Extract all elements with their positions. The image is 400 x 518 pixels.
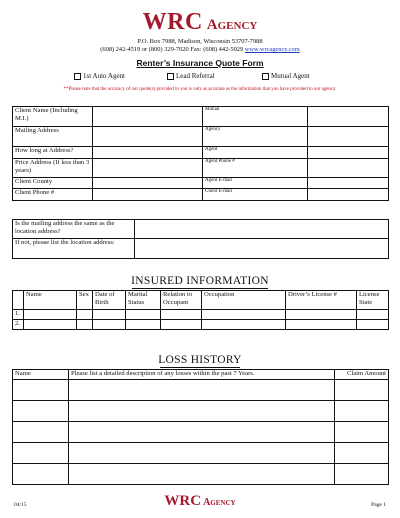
loss-description-field[interactable] — [69, 401, 335, 422]
row-number: 2. — [13, 320, 24, 330]
insured-col-license-state: License State — [357, 291, 389, 310]
loss-col-name: Name — [13, 370, 69, 380]
insured-name-field[interactable] — [24, 320, 77, 330]
option-label: Lead Referral — [176, 72, 215, 80]
loss-claim-field[interactable] — [335, 380, 389, 401]
insured-title-underline — [132, 288, 268, 289]
loss-name-field[interactable] — [13, 380, 69, 401]
insured-marital-field[interactable] — [126, 320, 161, 330]
row-number: 1. — [13, 310, 24, 320]
insured-col-name: Name — [24, 291, 77, 310]
checkbox-lead-referral[interactable] — [167, 73, 174, 80]
label-client-phone: Client Phone # — [13, 189, 93, 201]
insured-col-dob: Date of Birth — [93, 291, 126, 310]
insured-occupation-field[interactable] — [202, 320, 286, 330]
checkbox-1st-auto-agent[interactable] — [74, 73, 81, 80]
insured-sex-field[interactable] — [77, 310, 93, 320]
label-client-email: Client E-mail — [203, 189, 308, 201]
loss-name-field[interactable] — [13, 401, 69, 422]
website-link[interactable]: www.wrcagency.com — [244, 46, 300, 53]
loss-claim-field[interactable] — [335, 443, 389, 464]
phone-fax: (608) 242-4519 or (800) 329-7020 Fax: (608) 442-5029 — [100, 46, 244, 53]
option-1st-auto-agent[interactable] — [74, 72, 125, 80]
insured-license-state-field[interactable] — [357, 310, 389, 320]
loss-name-field[interactable] — [13, 464, 69, 485]
option-label: Mutual Agent — [271, 72, 310, 80]
insured-row — [13, 310, 389, 320]
location-question: Is the mailing address the same as the location address? — [13, 220, 135, 239]
client-phone-field[interactable] — [93, 189, 203, 201]
wrc-agency-logo — [0, 9, 400, 36]
mailing-address: P.O. Box 7988, Madison, Wisconsin 53707-7988 — [137, 38, 263, 45]
insured-col-sex: Sex — [77, 291, 93, 310]
insured-col-occupation: Occupation — [202, 291, 286, 310]
insured-relation-field[interactable] — [161, 310, 202, 320]
insured-col-relation: Relation to Occupant — [161, 291, 202, 310]
loss-description-field[interactable] — [69, 443, 335, 464]
insured-section-title: INSURED INFORMATION — [131, 275, 269, 287]
loss-claim-field[interactable] — [335, 464, 389, 485]
loss-section-title: LOSS HISTORY — [158, 354, 242, 366]
insured-license-field[interactable] — [286, 310, 357, 320]
option-label: 1st Auto Agent — [83, 72, 126, 80]
agency-field[interactable] — [308, 127, 389, 147]
insured-license-state-field[interactable] — [357, 320, 389, 330]
insured-name-field[interactable] — [24, 310, 77, 320]
logo-sub-text: Agency — [206, 17, 258, 33]
loss-col-claim-amount: Claim Amount — [335, 370, 389, 380]
client-county-field[interactable] — [93, 178, 203, 189]
accuracy-notice: **Please note that the accuracy of our quote(s) provided to you is only as accurate as the information that you have provided to our agency. — [63, 87, 337, 92]
agent-email-field[interactable] — [308, 178, 389, 189]
footer-logo-sub: Agency — [203, 497, 236, 508]
label-client-county: Client County — [13, 178, 93, 189]
insured-dob-field[interactable] — [93, 320, 126, 330]
option-mutual-agent[interactable] — [262, 72, 310, 80]
loss-col-description: Please list a detailed description of any losses within the past 7 Years. — [69, 370, 335, 380]
insured-marital-field[interactable] — [126, 310, 161, 320]
loss-row — [13, 401, 389, 422]
page-number: Page 1 — [371, 502, 386, 508]
location-table — [12, 219, 389, 259]
label-how-long: How long at Address? — [13, 147, 93, 159]
insured-col-license: Driver’s License # — [286, 291, 357, 310]
insured-relation-field[interactable] — [161, 320, 202, 330]
loss-description-field[interactable] — [69, 422, 335, 443]
how-long-field[interactable] — [93, 147, 203, 159]
location-answer-field[interactable] — [135, 220, 389, 239]
loss-name-field[interactable] — [13, 443, 69, 464]
label-client-name: Client Name (Including M.I.) — [13, 107, 93, 127]
loss-history-table — [12, 369, 389, 485]
label-agency: Agency — [203, 127, 308, 147]
label-mutual: Mutual — [203, 107, 308, 127]
insured-sex-field[interactable] — [77, 320, 93, 330]
insured-occupation-field[interactable] — [202, 310, 286, 320]
agent-phone-field[interactable] — [308, 159, 389, 178]
checkbox-mutual-agent[interactable] — [262, 73, 269, 80]
contact-line — [0, 46, 400, 54]
client-email-field[interactable] — [308, 189, 389, 201]
logo-main-text: WRC — [142, 9, 203, 35]
insured-col-index — [13, 291, 24, 310]
insured-col-marital: Marital Status — [126, 291, 161, 310]
mutual-field[interactable] — [308, 107, 389, 127]
option-lead-referral[interactable] — [167, 72, 215, 80]
loss-row — [13, 422, 389, 443]
loss-row — [13, 464, 389, 485]
insured-license-field[interactable] — [286, 320, 357, 330]
location-address-question: If not, please list the location address: — [13, 239, 135, 259]
insured-dob-field[interactable] — [93, 310, 126, 320]
insured-row — [13, 320, 389, 330]
label-price-address: Price Address (If less than 3 years) — [13, 159, 93, 178]
location-address-field[interactable] — [135, 239, 389, 259]
footer-logo — [0, 492, 400, 510]
loss-name-field[interactable] — [13, 422, 69, 443]
client-name-field[interactable] — [93, 107, 203, 127]
client-info-table — [12, 106, 389, 201]
label-mailing-address: Mailing Address — [13, 127, 93, 147]
footer-logo-main: WRC — [164, 493, 202, 509]
label-agent-email: Agent E-mail — [203, 178, 308, 189]
loss-title-underline — [160, 367, 240, 368]
form-title: Renter’s Insurance Quote Form — [136, 58, 264, 68]
loss-description-field[interactable] — [69, 464, 335, 485]
loss-claim-field[interactable] — [335, 422, 389, 443]
agent-field[interactable] — [308, 147, 389, 159]
form-date: 04/15 — [14, 502, 27, 508]
loss-row — [13, 380, 389, 401]
loss-row — [13, 443, 389, 464]
loss-claim-field[interactable] — [335, 401, 389, 422]
insured-table — [12, 290, 389, 330]
loss-description-field[interactable] — [69, 380, 335, 401]
label-agent: Agent — [203, 147, 308, 159]
mailing-address-field[interactable] — [93, 127, 203, 147]
label-agent-phone: Agent Phone # — [203, 159, 308, 178]
price-address-field[interactable] — [93, 159, 203, 178]
